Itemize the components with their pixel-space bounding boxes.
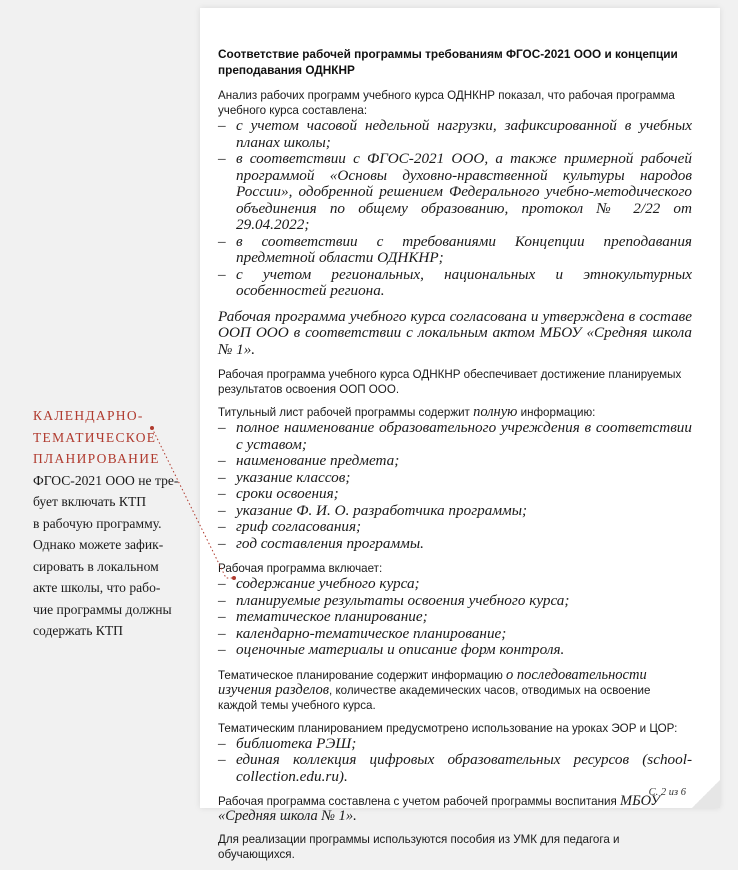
list-item-ktp: – календарно-тематическое планирование; — [218, 626, 692, 643]
list-item: – полное наименование образовательного учреждения в соответствии с уставом; — [218, 420, 692, 453]
side-note-line: содержать КТП — [33, 623, 123, 638]
list-item: – указание Ф. И. О. разработчика программы; — [218, 503, 692, 520]
side-note-heading — [33, 405, 193, 470]
list-item: – сроки освоения; — [218, 486, 692, 503]
list-item: – в соответствии с ФГОС-2021 ООО, а также примерной рабочей программой «Основы духовно-нравственной культуры народов России», одобренной решением Федерального учебно-методического объединения по общему образованию, протокол № 2/22 от 29.04.2022; — [218, 151, 692, 234]
title-page-list — [218, 420, 692, 552]
side-note-line: бует включать КТП — [33, 494, 147, 509]
document-content — [218, 46, 692, 870]
thematic-paragraph — [218, 668, 692, 713]
upbringing-emphasis: МБОУ «Средняя школа № 1». — [218, 793, 661, 824]
side-note-line: сировать в локальном — [33, 558, 159, 574]
side-note — [33, 405, 193, 642]
includes-intro: Рабочая программа включает: — [218, 562, 383, 575]
page-corner-fold — [692, 780, 720, 808]
compliance-list — [218, 118, 692, 300]
page-number: С. 2 из 6 — [648, 787, 686, 798]
title-page-prefix: Титульный лист рабочей программы содержит — [218, 406, 474, 419]
results-paragraph: Рабочая программа учебного курса ОДНКНР обеспечивает достижение планируемых результатов освоения ООП ООО. — [218, 368, 682, 396]
textbooks-paragraph: Для реализации программы используются пособия из УМК для педагога и обучающихся. — [218, 833, 620, 861]
thematic-emphasis: о последовательности изучения разделов — [218, 666, 647, 698]
side-note-heading-line: КАЛЕНДАРНО- — [33, 408, 144, 423]
list-item: – планируемые результаты освоения учебного курса; — [218, 593, 692, 610]
list-item: – гриф согласования; — [218, 519, 692, 536]
side-note-line: в рабочую программу. — [33, 515, 162, 531]
upbringing-paragraph — [218, 794, 692, 824]
list-item: – в соответствии с требованиями Концепции преподавания предметной области ОДНКНР; — [218, 234, 692, 267]
side-note-line: чие программы должны — [33, 601, 172, 617]
list-item: – год составления программы. — [218, 536, 692, 553]
approval-paragraph: Рабочая программа учебного курса согласована и утверждена в составе ООП ООО в соответствии с локальным актом МБОУ «Средняя школа № 1». — [218, 307, 692, 358]
resources-intro: Тематическим планированием предусмотрено использование на уроках ЭОР и ЦОР: — [218, 721, 678, 735]
list-item: – тематическое планирование; — [218, 609, 692, 626]
intro-paragraph: Анализ рабочих программ учебного курса ОДНКНР показал, что рабочая программа учебного курса составлена: — [218, 89, 675, 117]
list-item: – единая коллекция цифровых образовательных ресурсов (school-collection.edu.ru). — [218, 752, 692, 785]
list-item: – библиотека РЭШ; — [218, 736, 692, 753]
side-note-heading-line: ТЕМАТИЧЕСКОЕ — [33, 429, 157, 445]
upbringing-prefix: Рабочая программа составлена с учетом рабочей программы воспитания — [218, 795, 620, 808]
side-note-body — [33, 470, 193, 642]
document-page — [200, 8, 720, 861]
side-note-line: Однако можете зафик- — [33, 537, 164, 552]
list-item: – содержание учебного курса; — [218, 576, 692, 593]
side-note-line: ФГОС-2021 ООО не тре- — [33, 472, 179, 488]
list-item: – указание классов; — [218, 470, 692, 487]
thematic-prefix: Тематическое планирование содержит информацию — [218, 668, 507, 682]
list-item: – с учетом региональных, национальных и этнокультурных особенностей региона. — [218, 267, 692, 300]
document-title: Соответствие рабочей программы требованиям ФГОС-2021 ООО и концепции преподавания ОДНКНР — [218, 47, 678, 77]
resources-list — [218, 736, 692, 786]
thematic-suffix: , количестве академических часов, отводимых на освоение каждой темы учебного курса. — [218, 683, 651, 712]
list-item: – наименование предмета; — [218, 453, 692, 470]
title-page-emphasis: полную — [473, 404, 518, 420]
title-page-suffix: информацию: — [517, 406, 596, 419]
side-note-line: акте школы, что рабо- — [33, 580, 161, 595]
list-item: – оценочные материалы и описание форм контроля. — [218, 642, 692, 659]
list-item: – с учетом часовой недельной нагрузки, зафиксированной в учебных планах школы; — [218, 118, 692, 151]
includes-list — [218, 576, 692, 659]
side-note-heading-line: ПЛАНИРОВАНИЕ — [33, 451, 160, 466]
title-page-paragraph — [218, 405, 692, 420]
